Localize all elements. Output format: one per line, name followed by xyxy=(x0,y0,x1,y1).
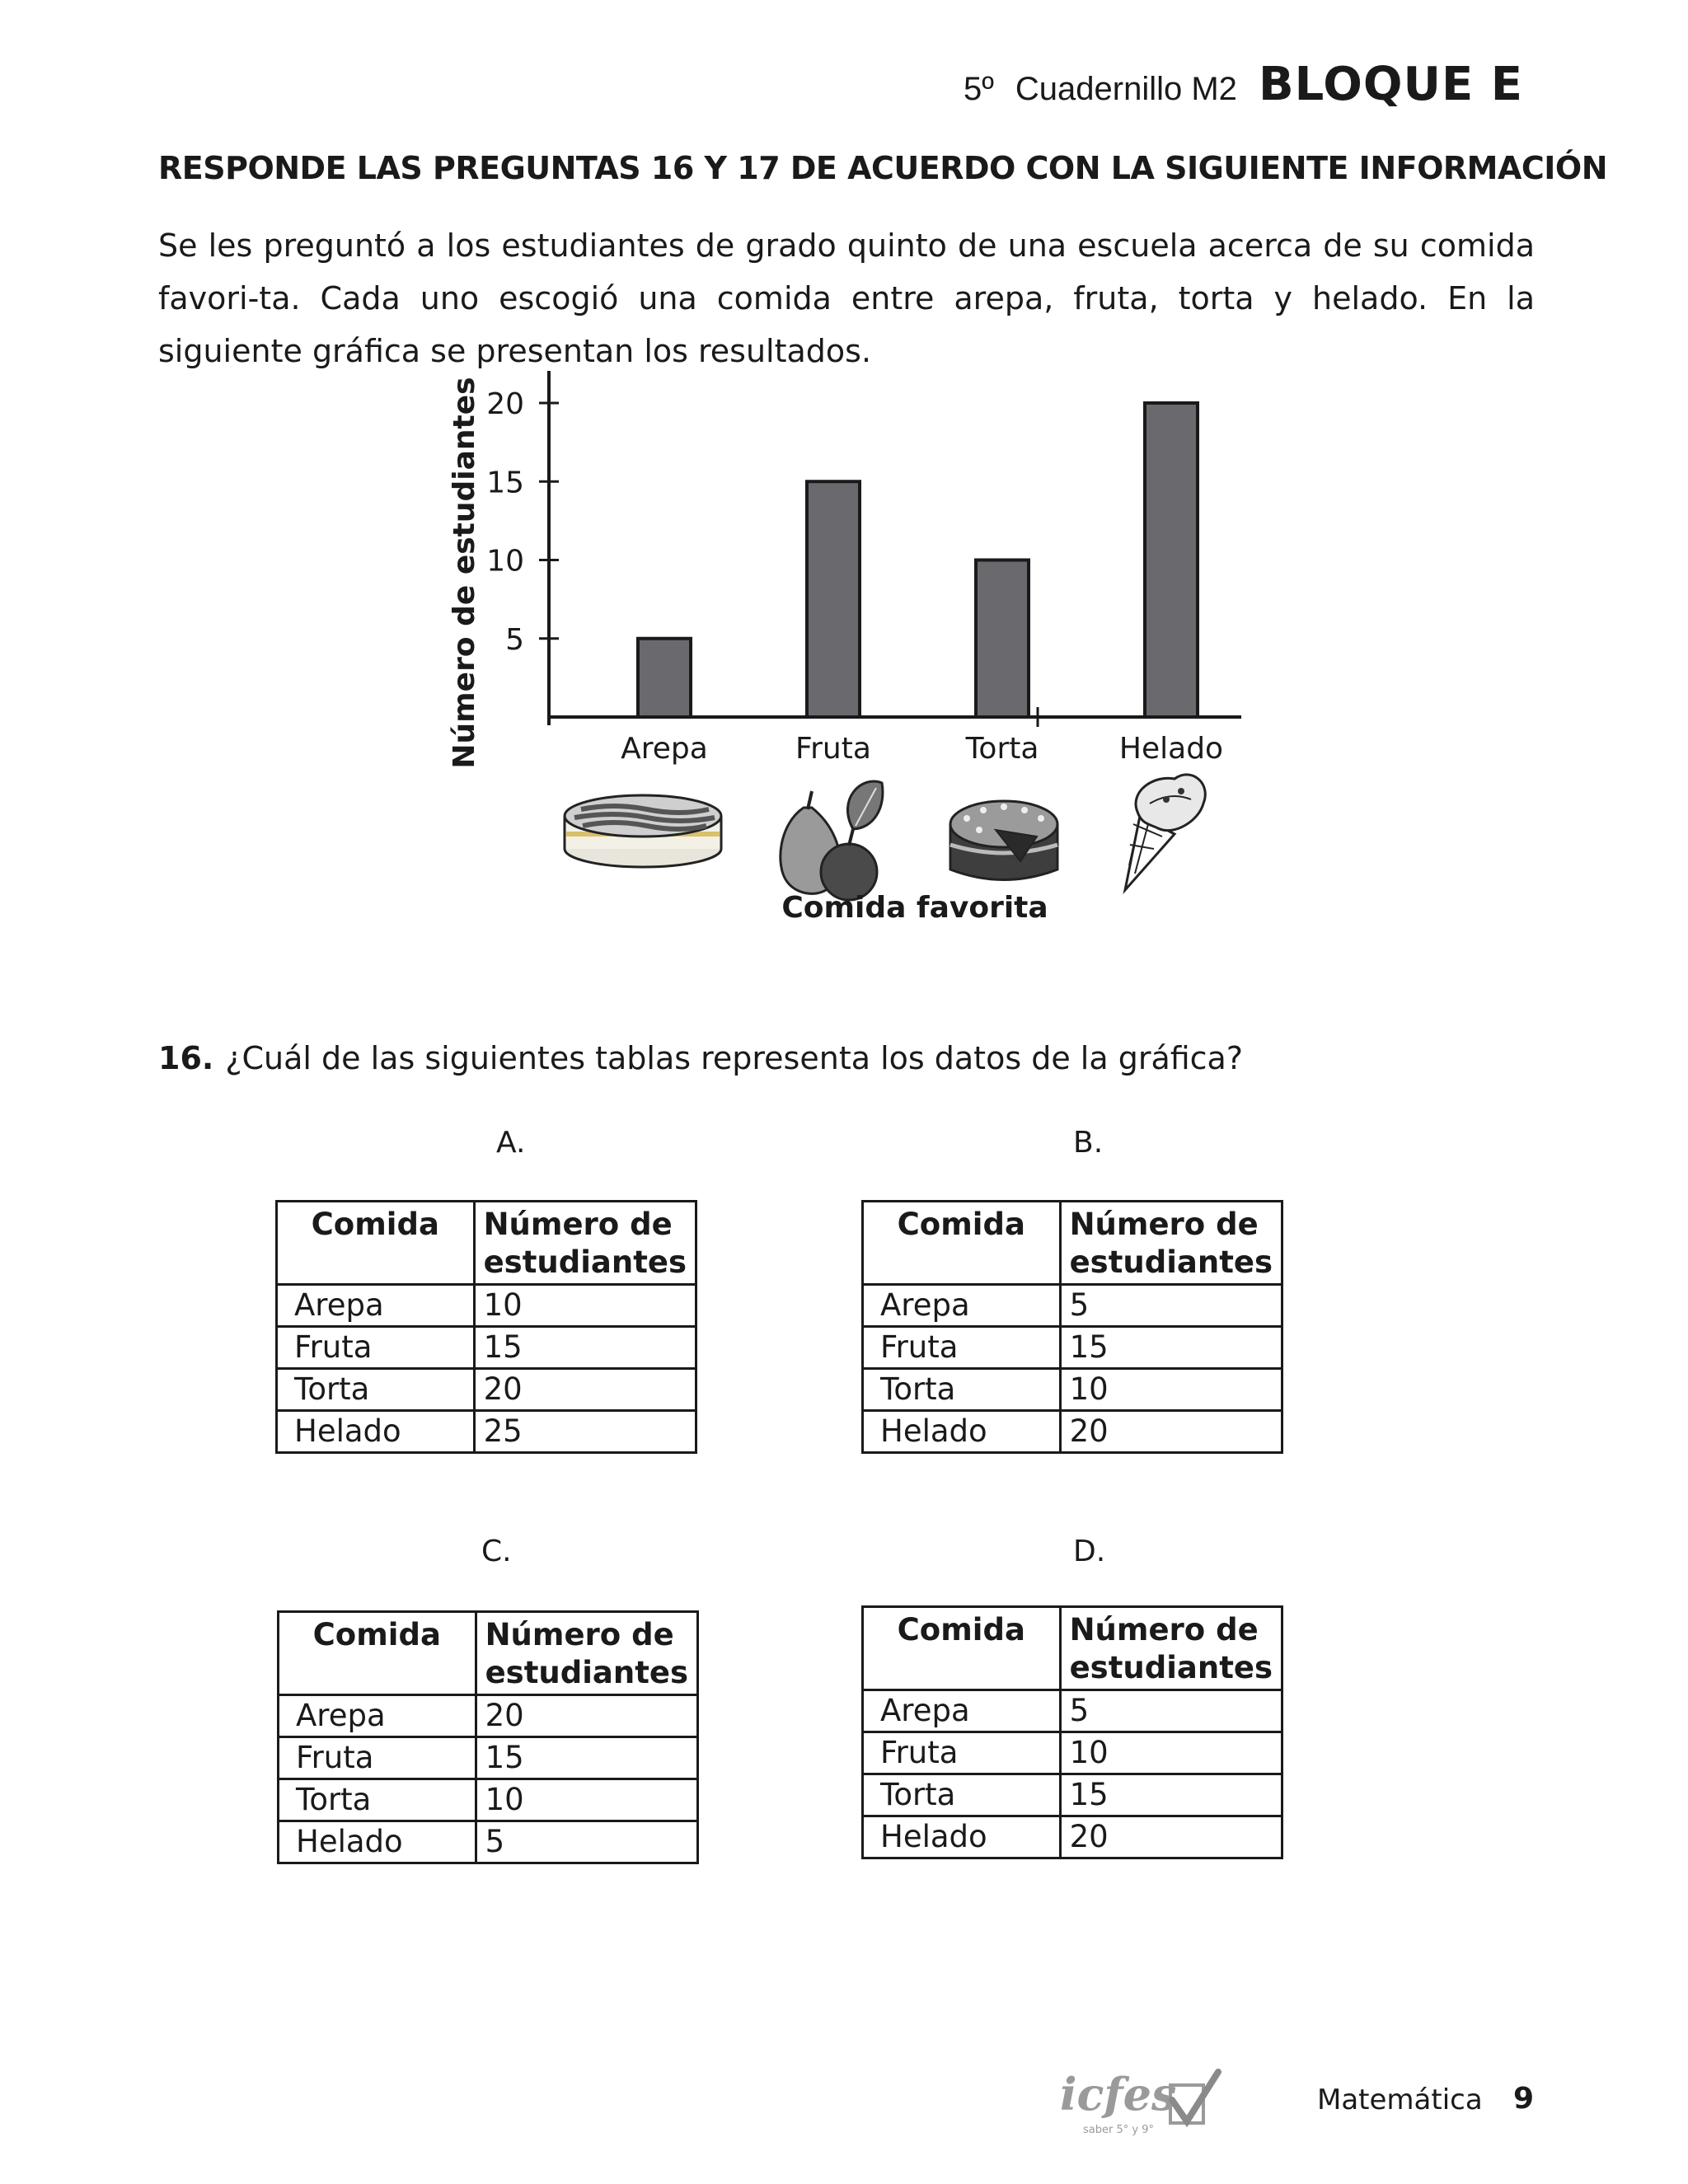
footer-subject: Matemática xyxy=(1317,2083,1483,2116)
food-cell: Arepa xyxy=(863,1285,1061,1327)
food-cell: Arepa xyxy=(863,1690,1061,1732)
fruit-icon xyxy=(781,781,883,900)
table-row xyxy=(279,1779,698,1821)
chart-x-axis-label: Comida favorita xyxy=(781,891,1048,925)
table-row xyxy=(277,1411,696,1453)
x-tick-label: Torta xyxy=(965,732,1039,766)
bar-arepa xyxy=(638,639,691,717)
table-row xyxy=(863,1690,1282,1732)
y-tick-label: 10 xyxy=(486,544,524,579)
bar-fruta xyxy=(807,481,860,717)
question-text: ¿Cuál de las siguientes tablas representa los datos de la gráfica? xyxy=(225,1040,1244,1076)
count-cell: 5 xyxy=(1060,1285,1282,1327)
table-header-count: Número de estudiantes xyxy=(1060,1607,1282,1690)
count-cell: 5 xyxy=(1060,1690,1282,1732)
option-b-table[interactable] xyxy=(861,1200,1283,1454)
icfes-logo xyxy=(1055,2067,1228,2141)
x-tick-label: Helado xyxy=(1118,732,1224,766)
table-row xyxy=(279,1737,698,1779)
question-number: 16. xyxy=(158,1040,214,1076)
booklet-label: Cuadernillo M2 xyxy=(1015,71,1237,107)
bar-helado xyxy=(1145,403,1198,717)
food-cell: Fruta xyxy=(279,1737,476,1779)
x-tick-label: Arepa xyxy=(621,732,708,766)
count-cell: 25 xyxy=(474,1411,696,1453)
food-cell: Arepa xyxy=(279,1695,476,1737)
logo-subtext: saber 5° y 9° xyxy=(1083,2124,1154,2136)
cake-icon xyxy=(950,801,1057,880)
table-row xyxy=(279,1821,698,1863)
chart-y-axis-label: Número de estudiantes xyxy=(448,377,481,769)
y-tick-label: 15 xyxy=(486,466,524,500)
table-row xyxy=(863,1816,1282,1858)
table-row xyxy=(863,1327,1282,1369)
count-cell: 10 xyxy=(1060,1732,1282,1774)
page-number: 9 xyxy=(1513,2082,1535,2116)
grade-label: 5º xyxy=(964,71,994,107)
table-row xyxy=(863,1369,1282,1411)
food-cell: Fruta xyxy=(863,1732,1061,1774)
table-row xyxy=(279,1695,698,1737)
table-header-food: Comida xyxy=(863,1202,1061,1285)
bar-torta xyxy=(976,560,1029,718)
count-cell: 10 xyxy=(476,1779,697,1821)
count-cell: 15 xyxy=(1060,1774,1282,1816)
table-header-food: Comida xyxy=(863,1607,1061,1690)
intro-paragraph: Se les preguntó a los estudiantes de grado quinto de una escuela acerca de su comida favori-ta. Cada uno escogió una comida entre arepa, fruta, torta y helado. En la siguiente gráfica se presentan los resultados. xyxy=(158,227,1535,369)
food-cell: Helado xyxy=(279,1821,476,1863)
food-cell: Torta xyxy=(279,1779,476,1821)
table-header-count: Número de estudiantes xyxy=(1060,1202,1282,1285)
food-cell: Fruta xyxy=(277,1327,475,1369)
table-row xyxy=(863,1411,1282,1453)
count-cell: 20 xyxy=(476,1695,697,1737)
arepa-icon xyxy=(565,795,721,867)
table-row xyxy=(277,1369,696,1411)
table-row xyxy=(277,1327,696,1369)
count-cell: 10 xyxy=(474,1285,696,1327)
count-cell: 15 xyxy=(474,1327,696,1369)
y-tick-label: 5 xyxy=(505,622,524,657)
table-header-count: Número de estudiantes xyxy=(476,1612,697,1695)
count-cell: 15 xyxy=(476,1737,697,1779)
ice-cream-icon xyxy=(1125,775,1205,890)
question-16 xyxy=(158,1040,1243,1076)
food-cell: Helado xyxy=(863,1411,1061,1453)
count-cell: 20 xyxy=(1060,1816,1282,1858)
table-header-count: Número de estudiantes xyxy=(474,1202,696,1285)
page-header xyxy=(964,58,1523,111)
count-cell: 20 xyxy=(1060,1411,1282,1453)
count-cell: 5 xyxy=(476,1821,697,1863)
block-title: BLOQUE E xyxy=(1258,58,1523,111)
option-d-table[interactable] xyxy=(861,1605,1283,1859)
table-header-food: Comida xyxy=(279,1612,476,1695)
option-c-letter[interactable]: C. xyxy=(481,1535,512,1568)
food-cell: Helado xyxy=(863,1816,1061,1858)
food-cell: Fruta xyxy=(863,1327,1061,1369)
count-cell: 15 xyxy=(1060,1327,1282,1369)
logo-text: icfes xyxy=(1060,2068,1177,2121)
table-row xyxy=(863,1774,1282,1816)
option-c-table[interactable] xyxy=(277,1610,699,1864)
food-cell: Helado xyxy=(277,1411,475,1453)
table-header-food: Comida xyxy=(277,1202,475,1285)
table-row xyxy=(277,1285,696,1327)
food-cell: Arepa xyxy=(277,1285,475,1327)
option-a-letter[interactable]: A. xyxy=(496,1126,526,1160)
table-row xyxy=(863,1732,1282,1774)
option-b-letter[interactable]: B. xyxy=(1073,1126,1104,1160)
option-a-table[interactable] xyxy=(275,1200,697,1454)
table-row xyxy=(863,1285,1282,1327)
instruction-heading: RESPONDE LAS PREGUNTAS 16 Y 17 DE ACUERDO CON LA SIGUIENTE INFORMACIÓN xyxy=(158,150,1607,186)
food-cell: Torta xyxy=(277,1369,475,1411)
food-cell: Torta xyxy=(863,1369,1061,1411)
count-cell: 20 xyxy=(474,1369,696,1411)
y-tick-label: 20 xyxy=(486,387,524,421)
x-tick-label: Fruta xyxy=(795,732,871,766)
food-cell: Torta xyxy=(863,1774,1061,1816)
option-d-letter[interactable]: D. xyxy=(1073,1535,1106,1568)
bar-chart xyxy=(0,363,1688,1319)
count-cell: 10 xyxy=(1060,1369,1282,1411)
